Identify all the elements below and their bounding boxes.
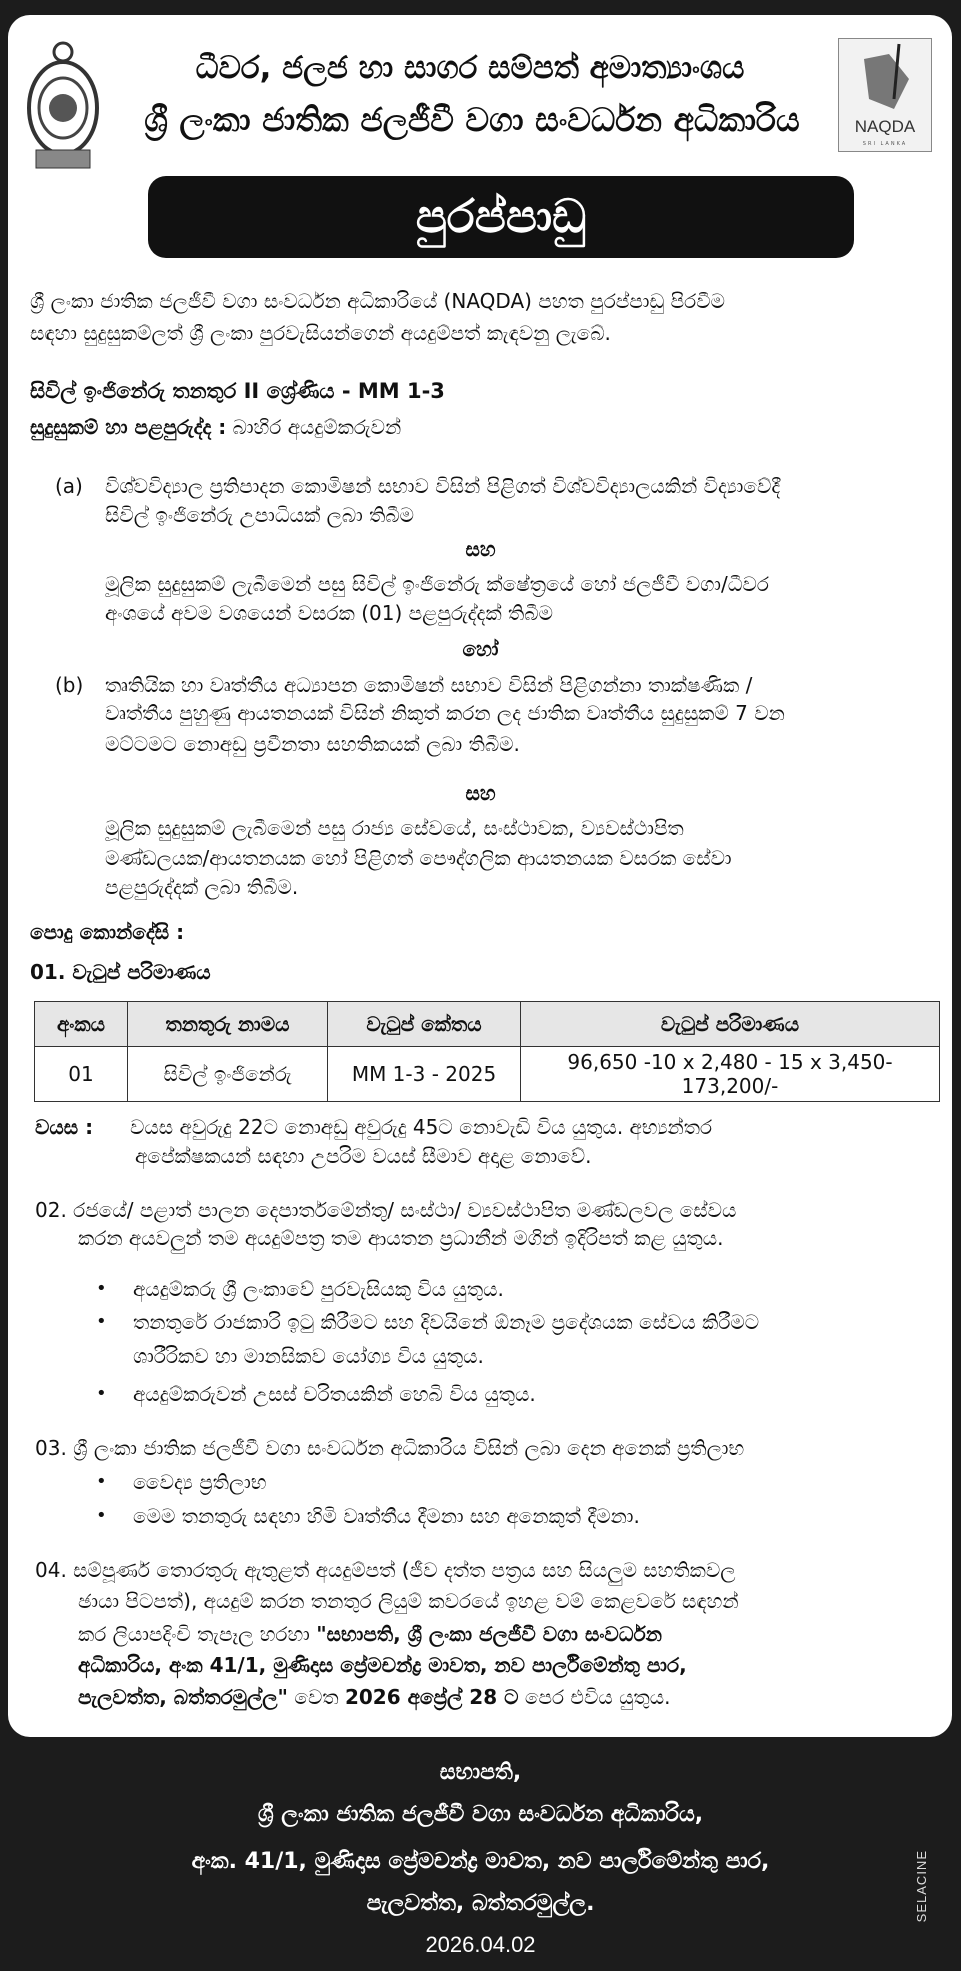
col-number: අංකය bbox=[35, 1002, 128, 1047]
bullet-item: තනතුරේ රාජකාරි ඉටු කිරීමට සහ දිවයිනේ ඕනෑම ප්‍රදේශයක සේවය කිරීමට bbox=[133, 1310, 760, 1334]
age-label: වයස : bbox=[35, 1115, 94, 1139]
intro-line-2: සඳහා සුදුසුකම්ලත් ශ්‍රී ලංකා පුරවැසියන්ගෙන් අයදුම්පත් කැඳවනු ලැබේ. bbox=[30, 321, 611, 345]
item-a-line: අංශයේ අවම වශයෙන් වසරක (01) පළපුරුද්දක් තිබීම bbox=[105, 601, 553, 625]
condition-04-line: 04. සම්පූර්ණ තොරතුරු ඇතුළත් අයදුම්පත් (ජීව දත්ත පත්‍රය සහ සියලුම සහතිකවල bbox=[35, 1558, 736, 1582]
item-b-line: වෘත්තීය පුහුණු ආයතනයක් විසින් නිකුත් කරන ලද ජාතික වෘත්තීය සුදුසුකම් 7 වන bbox=[105, 701, 785, 725]
bullet-icon: • bbox=[96, 1383, 107, 1404]
general-conditions-heading: පොදු කොන්දේසි : bbox=[30, 920, 185, 944]
and-separator: සහ bbox=[465, 781, 496, 805]
condition-04-line: ඡායා පිටපත්), අයදුම් කරන තනතුර ලියුම් කවරයේ ඉහළ වම් කෙළවරේ සඳහන් bbox=[78, 1589, 739, 1613]
bullet-item: වෛද්‍ය ප්‍රතිලාභ bbox=[133, 1470, 267, 1494]
naqda-logo bbox=[838, 38, 932, 152]
deadline-date: 2026 අප්‍රේල් 28 ට bbox=[344, 1685, 519, 1709]
col-salary-code: වැටුප් කේතය bbox=[328, 1002, 521, 1047]
bullet-item: අයදුම්කරු ශ්‍රී ලංකාවේ පුරවැසියකු විය යුතුය. bbox=[133, 1277, 504, 1301]
bullet-item-continued: ශාරීරිකව හා මානසිකව යෝග්‍ය විය යුතුය. bbox=[133, 1344, 484, 1368]
qualification-label: සුදුසුකම් හා පළපුරුද්ද : bbox=[30, 415, 227, 439]
bullet-icon: • bbox=[96, 1311, 107, 1332]
or-separator: හෝ bbox=[462, 637, 499, 661]
post-title: සිවිල් ඉංජිනේරු තනතුර II ශ්‍රේණිය - MM 1-3 bbox=[30, 379, 445, 403]
qualification-value: බාහිර අයදුම්කරුවන් bbox=[232, 415, 402, 439]
bullet-icon: • bbox=[96, 1278, 107, 1299]
item-b-line: මණ්ඩලයක/ආයතනයක හෝ පිළිගත් පෞද්ගලික ආයතනයක වසරක සේවා bbox=[105, 846, 732, 870]
address-bold: "සභාපති, ශ්‍රී ලංකා ජලජීවී වගා සංවර්ධන bbox=[316, 1622, 662, 1646]
condition-04-line bbox=[78, 1619, 920, 1650]
bullet-icon: • bbox=[96, 1505, 107, 1526]
authority-title: ශ්‍රී ලංකා ජාතික ජලජීවී වගා සංවර්ධන අධිකාරිය bbox=[144, 100, 800, 139]
address-bold: පැලවත්ත, බත්තරමුල්ල" bbox=[78, 1685, 288, 1709]
cell-number: 01 bbox=[35, 1047, 128, 1102]
footer-city: පැලවත්ත, බත්තරමුල්ල. bbox=[366, 1891, 595, 1916]
item-b-label: (b) bbox=[55, 673, 84, 697]
footer-date: 2026.04.02 bbox=[425, 1932, 536, 1957]
table-header-row bbox=[35, 1002, 940, 1047]
address-bold-line: අධිකාරිය, අංක 41/1, මුණිදාස ප්‍රේමචන්ද්‍ර මාවත, නව පාර්ලිමේන්තු පාර, bbox=[78, 1653, 687, 1677]
text-segment: පෙර එවිය යුතුය. bbox=[518, 1685, 671, 1709]
sri-lanka-emblem-icon bbox=[24, 38, 102, 172]
condition-02-line: 02. රජයේ/ පළාත් පාලන දෙපාර්තමේන්තු/ සංස්ථා/ ව්‍යවස්ථාපිත මණ්ඩලවල සේවය bbox=[35, 1198, 737, 1222]
bullet-item: මෙම තනතුරු සඳහා හිමි වෘත්තීය දීමනා සහ අනෙකුත් දීමනා. bbox=[133, 1504, 640, 1528]
age-line: වයස අවුරුදු 22ට නොඅඩු අවුරුදු 45ට නොවැඩි විය යුතුය. අභ්‍යන්තර bbox=[130, 1115, 713, 1139]
naqda-logo-subtext: SRI LANKA bbox=[862, 141, 908, 147]
ministry-title: ධීවර, ජලජ හා සාගර සම්පත් අමාත්‍යාංශය bbox=[195, 50, 745, 86]
table-row bbox=[35, 1047, 940, 1102]
bullet-icon: • bbox=[96, 1471, 107, 1492]
item-a-line: සිවිල් ඉංජිනේරු උපාධියක් ලබා තිබීම bbox=[105, 503, 415, 527]
footer-address: අංක. 41/1, මුණිදාස ප්‍රේමචන්ද්‍ර මාවත, නව පාර්ලිමේන්තු පාර, bbox=[191, 1849, 770, 1874]
fish-logo-icon bbox=[839, 39, 931, 119]
item-b-line: මට්ටමට නොඅඩු ප්‍රවීනතා සහතිකයක් ලබා තිබීම. bbox=[105, 732, 520, 756]
item-a-line: මූලික සුදුසුකම් ලැබීමෙන් පසු සිවිල් ඉංජිනේරු ක්ෂේත්‍රයේ හෝ ජලජීවී වගා/ධීවර bbox=[105, 572, 769, 596]
col-salary-scale: වැටුප් පරිමාණය bbox=[521, 1002, 940, 1047]
item-a-label: (a) bbox=[55, 474, 83, 498]
col-post-name: තනතුරු නාමය bbox=[128, 1002, 328, 1047]
cell-salary-code: MM 1-3 - 2025 bbox=[328, 1047, 521, 1102]
text-segment: වෙත bbox=[287, 1685, 345, 1709]
condition-03-line: 03. ශ්‍රී ලංකා ජාතික ජලජීවී වගා සංවර්ධන අධිකාරිය විසින් ලබා දෙන අනෙක් ප්‍රතිලාභ bbox=[35, 1436, 745, 1460]
naqda-logo-text: NAQDA bbox=[854, 117, 916, 136]
cell-salary-scale: 96,650 -10 x 2,480 - 15 x 3,450- 173,200/- bbox=[521, 1047, 940, 1102]
salary-table bbox=[34, 1001, 940, 1102]
age-line: අපේක්ෂකයන් සඳහා උපරිම වයස් සීමාව අදාළ නොවේ. bbox=[135, 1144, 592, 1168]
item-b-line: මූලික සුදුසුකම් ලැබීමෙන් පසු රාජ්‍ය සේවයේ, සංස්ථාවක, ව්‍යවස්ථාපිත bbox=[105, 816, 684, 840]
item-b-line: තෘතියික හා වෘත්තීය අධ්‍යාපන කොමිෂන් සභාව විසින් පිළිගන්නා තාක්ෂණික / bbox=[105, 673, 753, 697]
item-a-line: විශ්වවිද්‍යාල ප්‍රතිපාදන කොමිෂන් සභාව විසින් පිළිගත් විශ්වවිද්‍යාලයකින් විද්‍යාවේදී bbox=[105, 474, 781, 498]
item-b-line: පළපුරුද්දක් ලබා තිබීම. bbox=[105, 875, 299, 899]
vacancies-banner: පුරප්පාඩු bbox=[148, 176, 854, 258]
watermark: SELACINE bbox=[914, 1850, 929, 1923]
salary-heading: 01. වැටුප් පරිමාණය bbox=[30, 960, 211, 984]
text-segment: කර ලියාපදිංචි තැපෑල හරහා bbox=[78, 1622, 317, 1646]
footer-authority: ශ්‍රී ලංකා ජාතික ජලජීවී වගා සංවර්ධන අධිකාරිය, bbox=[257, 1802, 704, 1827]
qualification-row bbox=[30, 412, 401, 443]
bullet-item: අයදුම්කරුවන් උසස් චරිතයකින් හෙබි විය යුතුය. bbox=[133, 1382, 536, 1406]
condition-02-line: කරන අයවලුන් තම අයදුම්පත්‍ර තම ආයතන ප්‍රධානීන් මගින් ඉදිරිපත් කළ යුතුය. bbox=[78, 1226, 724, 1250]
footer-chairman: සභාපති, bbox=[439, 1760, 522, 1785]
cell-post-name: සිවිල් ඉංජිනේරු bbox=[128, 1047, 328, 1102]
condition-04-line bbox=[78, 1682, 670, 1713]
intro-line-1: ශ්‍රී ලංකා ජාතික ජලජීවී වගා සංවර්ධන අධිකාරියේ (NAQDA) පහත පුරප්පාඩු පිරවීම bbox=[30, 289, 726, 313]
and-separator: සහ bbox=[465, 537, 496, 561]
